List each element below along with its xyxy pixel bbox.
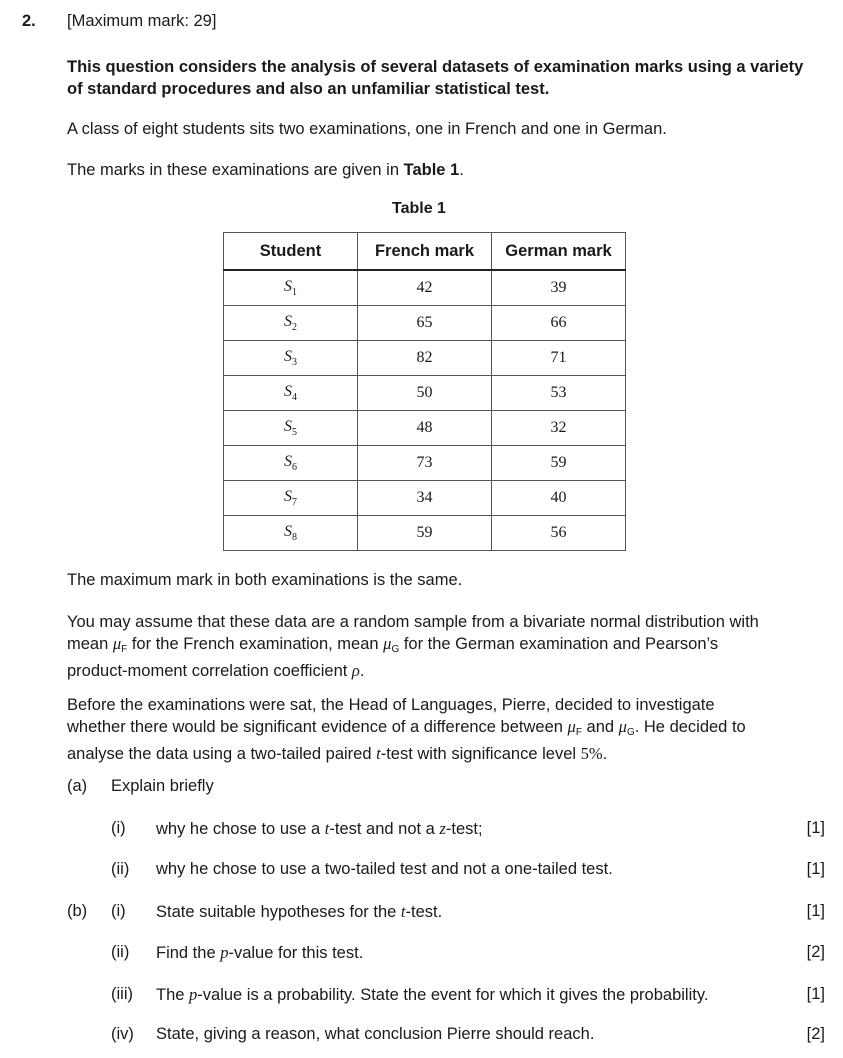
para5-text-2: and [581, 718, 619, 736]
part-a-text: Explain briefly [111, 777, 214, 795]
part-b-label: (b) [67, 902, 88, 920]
para4-text-2: for the French examination, mean [127, 635, 384, 653]
part-b-iii-mark: [1] [806, 985, 825, 1003]
french-mark-cell: 48 [358, 411, 492, 446]
student-index: 4 [292, 392, 297, 404]
part-a-i-mark: [1] [806, 819, 825, 837]
student-index: 2 [292, 322, 297, 334]
para2-pre: The marks in these examinations are given in [67, 161, 404, 179]
german-mark-cell: 56 [492, 516, 626, 551]
a-i-mid: -test and not a [329, 820, 440, 838]
para2-table-ref: Table 1 [403, 161, 460, 179]
student-cell [224, 341, 358, 376]
marks-table [223, 232, 626, 551]
header-german-mark: German mark [492, 233, 626, 271]
german-mark-cell: 66 [492, 306, 626, 341]
table-header-row [224, 233, 626, 271]
t-symbol: t [376, 744, 381, 763]
para5-text-4: -test with significance level [380, 745, 581, 763]
p-symbol: p [189, 985, 198, 1004]
significance-level: 5% [580, 744, 603, 763]
a-i-pre: why he chose to use a [156, 820, 325, 838]
t-symbol: t [324, 819, 330, 838]
para5-text-3: . He decided to analyse the data using a two-tailed paired [67, 718, 746, 763]
german-mark-cell: 71 [492, 341, 626, 376]
student-symbol: S [284, 312, 292, 330]
student-cell [224, 481, 358, 516]
table-row [224, 516, 626, 551]
question-intro: This question considers the analysis of several datasets of examination marks using a variety of standard procedures and also an unfamiliar statistical test. [67, 58, 804, 98]
table-row [224, 411, 626, 446]
mu-subscript: F [575, 727, 582, 738]
table-row [224, 341, 626, 376]
part-b-iv-mark: [2] [806, 1025, 825, 1043]
para4-text-3: for the German examination and Pearson’s product-moment correlation coefficient [67, 635, 719, 680]
b-iii-post: -value is a probability. State the event for which it gives the probability. [197, 986, 709, 1004]
student-symbol: S [284, 487, 292, 505]
part-b-i-mark: [1] [806, 902, 825, 920]
paragraph-investigation [67, 695, 777, 765]
french-mark-cell: 82 [358, 341, 492, 376]
part-b-iv-label: (iv) [111, 1025, 134, 1043]
french-mark-cell: 59 [358, 516, 492, 551]
table-row [224, 270, 626, 306]
a-i-post: -test; [445, 820, 483, 838]
part-a-i-label: (i) [111, 819, 126, 837]
mu-symbol: μ [567, 717, 576, 736]
student-index: 7 [292, 497, 297, 509]
part-b-iii-text [156, 985, 708, 1005]
b-iii-pre: The [156, 986, 190, 1004]
part-b-i-label: (i) [111, 902, 126, 920]
student-cell [224, 446, 358, 481]
student-symbol: S [284, 277, 292, 295]
part-b-i-text [156, 902, 442, 922]
student-symbol: S [284, 452, 292, 470]
student-symbol: S [284, 382, 292, 400]
part-b-iv-text: State, giving a reason, what conclusion Pierre should reach. [156, 1025, 595, 1043]
mu-symbol: μ [618, 717, 627, 736]
para4-text-4: . [359, 662, 365, 680]
table-row [224, 446, 626, 481]
z-symbol: z [439, 819, 446, 838]
student-cell [224, 516, 358, 551]
paragraph-assumption [67, 612, 777, 682]
student-index: 8 [292, 532, 297, 544]
mu-subscript: G [626, 727, 635, 738]
mu-symbol: μ [383, 634, 392, 653]
german-mark-cell: 53 [492, 376, 626, 411]
table-row [224, 481, 626, 516]
para4-text-1: You may assume that these data are a random sample from a bivariate normal distribution with mean [67, 613, 759, 653]
maximum-mark: [Maximum mark: 29] [67, 12, 217, 30]
part-a-ii-label: (ii) [111, 860, 130, 878]
student-index: 3 [292, 357, 297, 369]
student-symbol: S [284, 417, 292, 435]
table-body [224, 270, 626, 551]
header-french-mark: French mark [358, 233, 492, 271]
t-symbol: t [400, 902, 406, 921]
part-a-i-text [156, 819, 483, 839]
part-a-label: (a) [67, 777, 88, 795]
french-mark-cell: 50 [358, 376, 492, 411]
french-mark-cell: 65 [358, 306, 492, 341]
german-mark-cell: 39 [492, 270, 626, 306]
mu-symbol: μ [112, 634, 122, 653]
student-cell [224, 270, 358, 306]
para5-text-5: . [602, 745, 608, 763]
french-mark-cell: 42 [358, 270, 492, 306]
student-index: 6 [292, 462, 297, 474]
student-cell [224, 376, 358, 411]
part-b-iii-label: (iii) [111, 985, 133, 1003]
student-cell [224, 411, 358, 446]
german-mark-cell: 40 [492, 481, 626, 516]
paragraph-table-reference [67, 160, 787, 181]
student-index: 5 [292, 427, 297, 439]
student-index: 1 [292, 287, 297, 299]
french-mark-cell: 73 [358, 446, 492, 481]
student-symbol: S [284, 347, 292, 365]
table-caption: Table 1 [392, 200, 446, 217]
part-b-ii-text [156, 943, 363, 963]
p-symbol: p [220, 943, 229, 962]
paragraph-class-description: A class of eight students sits two examinations, one in French and one in German. [67, 120, 667, 138]
header-student: Student [224, 233, 358, 271]
mu-subscript: G [391, 644, 400, 655]
b-ii-post: -value for this test. [228, 944, 364, 962]
part-b-ii-label: (ii) [111, 943, 130, 961]
student-symbol: S [284, 522, 292, 540]
b-ii-pre: Find the [156, 944, 221, 962]
para2-post: . [459, 161, 464, 179]
german-mark-cell: 59 [492, 446, 626, 481]
table-row [224, 306, 626, 341]
rho-symbol: ρ [351, 661, 360, 680]
part-a-ii-mark: [1] [806, 860, 825, 878]
table-row [224, 376, 626, 411]
mu-subscript: F [121, 644, 128, 655]
b-i-pre: State suitable hypotheses for the [156, 903, 401, 921]
question-number: 2. [22, 12, 36, 30]
part-a-ii-text: why he chose to use a two-tailed test and not a one-tailed test. [156, 860, 613, 878]
german-mark-cell: 32 [492, 411, 626, 446]
french-mark-cell: 34 [358, 481, 492, 516]
paragraph-maximum-mark: The maximum mark in both examinations is the same. [67, 571, 463, 589]
b-i-post: -test. [405, 903, 443, 921]
para5-text-1: Before the examinations were sat, the Head of Languages, Pierre, decided to investigate whether there would be significant evidence of a difference between [67, 696, 715, 736]
part-b-ii-mark: [2] [806, 943, 825, 961]
student-cell [224, 306, 358, 341]
